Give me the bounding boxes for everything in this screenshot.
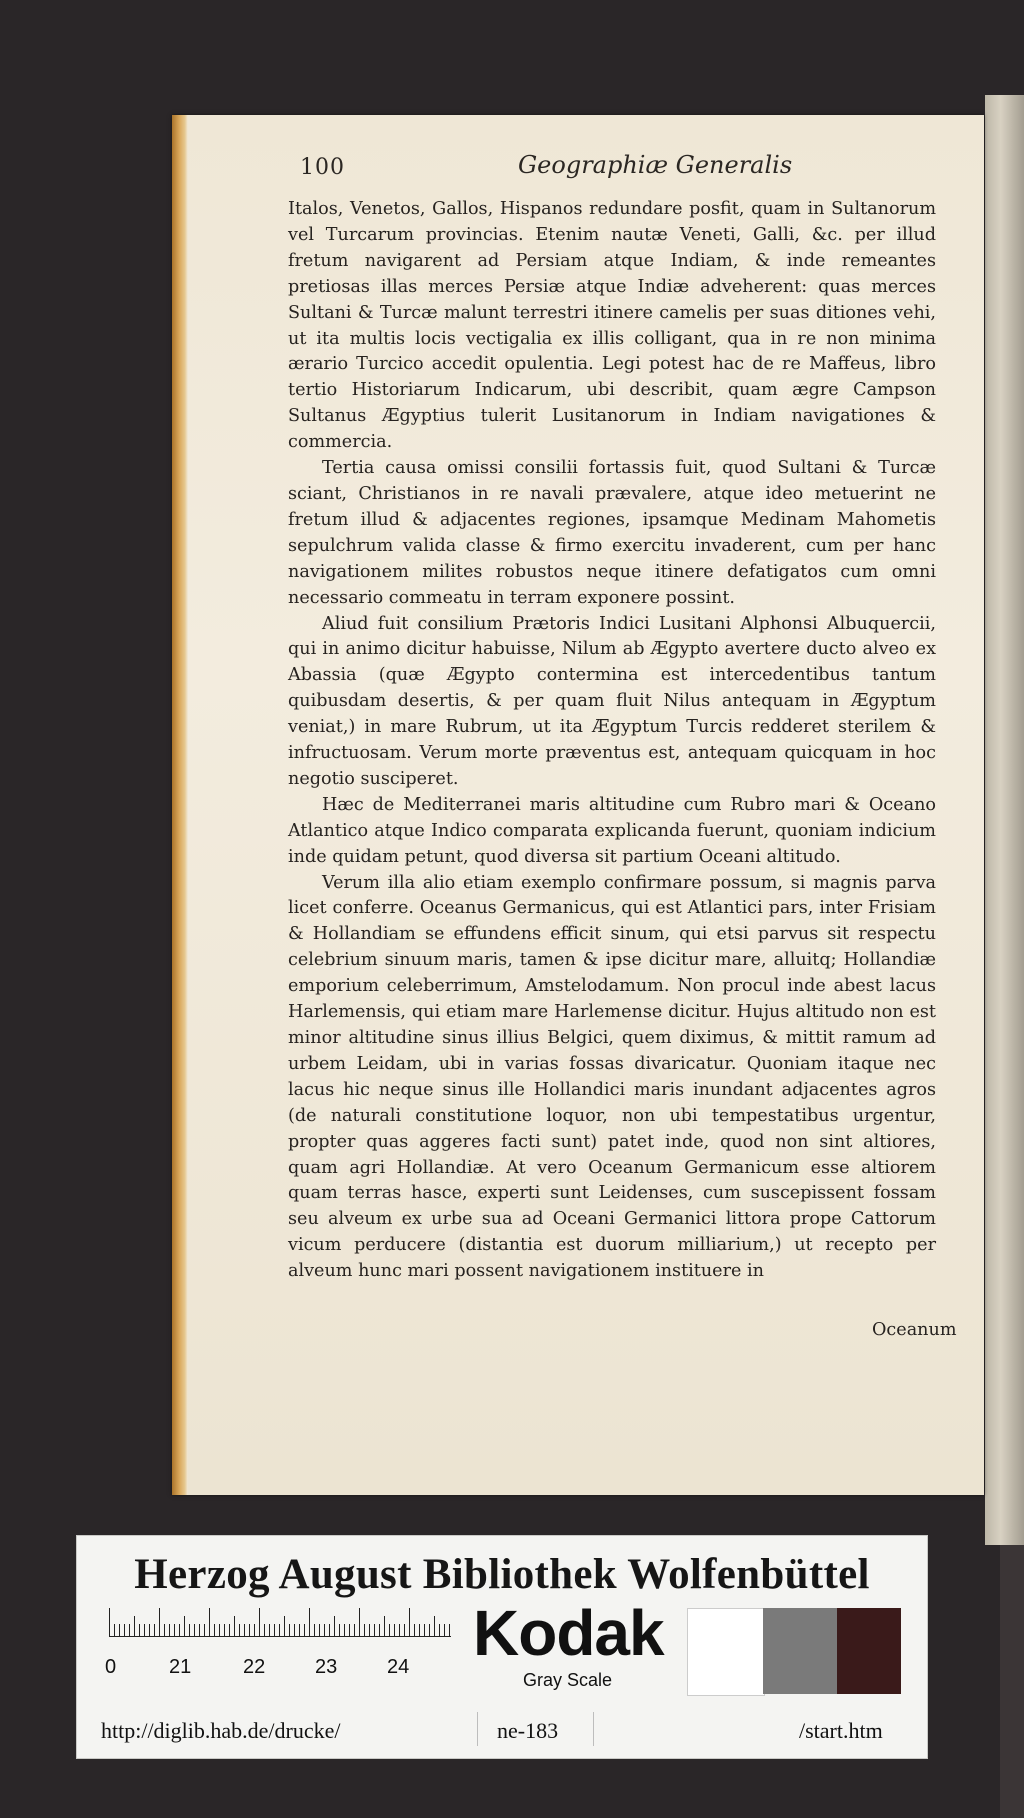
url-right: /start.htm [799,1718,883,1743]
ruler-tick [119,1624,120,1636]
paragraph-5: Verum illa alio etiam exemplo confirmare possum, si magnis parva licet conferre. Oceanus Germanicus, qui est Atlantici pars, inter Frisiam & Hollandiam se effundens efficit sinum, qui etsi parvus sit respectu celebrium sinuum maris, tamen & ipse dicitur mare, alluitq; Hollandiæ emporium celeberrimum, Amstelodamum. Non procul inde abest lacus Harlemensis, qui etiam mare Harlemense dicitur. Hujus altitudo non est minor altitudine sinus illius Belgici, quem diximus, & mittit ramum ad urbem Leidam, ubi in varias fossas divaricatur. Quoniam itaque nec lacus hic neque sinus ille Hollandici maris inundant adjacentes agros (de naturali constitutione loquor, non ubi tempestatibus urgentur, propter quas aggeres facti sunt) patet inde, quod non sint altiores, quam agri Hollandiæ. At vero Oceanum Germanicum esse altiorem quam terras hasce, experti sunt Leidenses, cum suscepissent fossam seu alveum ex urbe sua ad Oceani Germanici littora prope Cattorum vicum perducere (distantia est duorum milliarium,) ut recepto per alveum hunc mari possent navigationem instituere in [288,872,936,1282]
ruler-tick [339,1624,340,1636]
ruler-tick [179,1624,180,1636]
catchword: Oceanum [872,1320,957,1340]
ruler-tick [424,1624,425,1636]
ruler-tick [234,1616,235,1636]
ruler-tick [284,1616,285,1636]
ruler-tick [314,1624,315,1636]
ruler-tick [204,1624,205,1636]
ruler-label: 23 [315,1656,338,1678]
ruler-tick [334,1616,335,1636]
ruler-tick [344,1624,345,1636]
color-target-card [76,1535,928,1759]
footer-row [77,1706,927,1754]
footer-divider [477,1712,478,1746]
ruler-tick [304,1624,305,1636]
ruler-tick [429,1624,430,1636]
shelfmark: ne-183 [497,1718,559,1743]
ruler-tick [189,1624,190,1636]
ruler-tick [349,1624,350,1636]
library-name: Herzog August Bibliothek Wolfenbüttel [134,1551,870,1598]
gray-scale-label: Gray Scale [523,1670,613,1690]
ruler-tick [254,1624,255,1636]
ruler-ticks [109,1608,451,1637]
ruler-tick [244,1624,245,1636]
kodak-logo: Kodak [473,1597,664,1669]
ruler-tick [219,1624,220,1636]
paragraph-3: Aliud fuit consilium Prætoris Indici Lusitani Alphonsi Albuquercii, qui in animo dicitur habuisse, Nilum ab Ægypto avertere ducto alveo ex Abassia (quæ Ægypto contermina est intercedentibus tantum quibusdam desertis, & per quam fluit Nilus antequam in Ægyptum veniat,) in mare Rubrum, ut ita Ægyptum Turcis redderet sterilem & infructuosam. Verum morte præventus est, antequam quicquam in hoc negotio susciperet. [288,613,936,789]
ruler-tick [279,1624,280,1636]
paragraph-1: Italos, Venetos, Gallos, Hispanos redundare posfit, quam in Sultanorum vel Turcarum provincias. Etenim nautæ Veneti, Galli, &c. per illud fretum navigarent ad Persiam atque Indiam, & inde remeantes pretiosas illas merces Persiæ atque Indiæ adveherent: quas merces Sultani & Turcæ malunt terrestri itinere camelis per suas ditiones vehi, ut ita multis locis vectigalia ex illis colligant, qua in re non minima ærario Turcico accedit opulentia. Legi potest hac de re Maffeus, libro tertio Historiarum Indicarum, ubi describit, quam ægre Campson Sultanus Ægyptius tulerit Lusitanorum in Indiam navigationes & commercia. [288,199,936,453]
ruler-tick [209,1608,210,1636]
ruler-tick [374,1624,375,1636]
paragraph-4: Hæc de Mediterranei maris altitudine cum Rubro mari & Oceano Atlantico atque Indico comparata explicanda fuerunt, quoniam indicium inde quidam petunt, quod diversa sit partium Oceani altitudo. [288,794,936,867]
ruler-tick [404,1624,405,1636]
ruler-tick [389,1624,390,1636]
ruler-tick [309,1608,310,1636]
ruler-tick [194,1624,195,1636]
ruler-tick [149,1624,150,1636]
footer-divider [593,1712,594,1746]
paragraph-2: Tertia causa omissi consilii fortassis fuit, quod Sultani & Turcæ sciant, Christianos in re navali prævalere, atque ideo metuerint ne fretum illud & adjacentes regiones, ipsamque Medinam Mahometis sepulchrum valida classe & firmo exercitu invaderent, cum per hanc navigationem milites robustos neque itinere defatigatos cum omni necessario commeatu in terram exponere possint. [288,458,936,608]
ruler-tick [224,1624,225,1636]
ruler-label: 21 [169,1656,192,1678]
ruler-tick [174,1624,175,1636]
ruler-tick [419,1624,420,1636]
ruler-tick [259,1608,260,1636]
adjacent-page-edge [985,95,1024,1545]
white-swatch [687,1608,765,1696]
ruler-tick [319,1624,320,1636]
ruler-tick [229,1624,230,1636]
ruler-tick [449,1624,450,1636]
ruler-tick [299,1624,300,1636]
ruler-tick [134,1616,135,1636]
ruler-tick [289,1624,290,1636]
ruler-tick [129,1624,130,1636]
ruler-tick [364,1624,365,1636]
ruler-tick [249,1624,250,1636]
book-page [172,115,984,1495]
body-text [288,197,936,1285]
running-title: Geographiæ Generalis [518,151,793,179]
ruler-tick [414,1624,415,1636]
ruler-tick [239,1624,240,1636]
running-head [300,151,940,189]
ruler-tick [169,1624,170,1636]
ruler-tick [379,1624,380,1636]
dark-swatch [837,1608,901,1694]
ruler-tick [329,1624,330,1636]
adjacent-target-edge [1000,1545,1024,1818]
ruler-tick [124,1624,125,1636]
ruler-tick [139,1624,140,1636]
ruler-tick [444,1624,445,1636]
url-left: http://diglib.hab.de/drucke/ [101,1718,341,1743]
ruler-tick [324,1624,325,1636]
page-spine-edge [172,115,188,1495]
ruler-tick [394,1624,395,1636]
ruler-tick [109,1608,110,1636]
ruler-label: 0 [105,1656,117,1678]
ruler-tick [159,1608,160,1636]
ruler-tick [214,1624,215,1636]
ruler-tick [269,1624,270,1636]
ruler-tick [264,1624,265,1636]
ruler-tick [369,1624,370,1636]
ruler-tick [409,1608,410,1636]
ruler-tick [154,1624,155,1636]
gray-swatch [763,1608,837,1694]
ruler-tick [294,1624,295,1636]
ruler-tick [384,1616,385,1636]
ruler-tick [144,1624,145,1636]
ruler-tick [199,1624,200,1636]
ruler-tick [354,1624,355,1636]
ruler-label: 24 [387,1656,410,1678]
ruler-tick [114,1624,115,1636]
ruler-tick [439,1624,440,1636]
ruler-tick [164,1624,165,1636]
ruler-tick [434,1616,435,1636]
ruler-tick [184,1616,185,1636]
page-number: 100 [300,155,345,180]
ruler-tick [399,1624,400,1636]
ruler-tick [359,1608,360,1636]
scale-ruler [105,1608,451,1678]
ruler-label: 22 [243,1656,266,1678]
ruler-tick [274,1624,275,1636]
